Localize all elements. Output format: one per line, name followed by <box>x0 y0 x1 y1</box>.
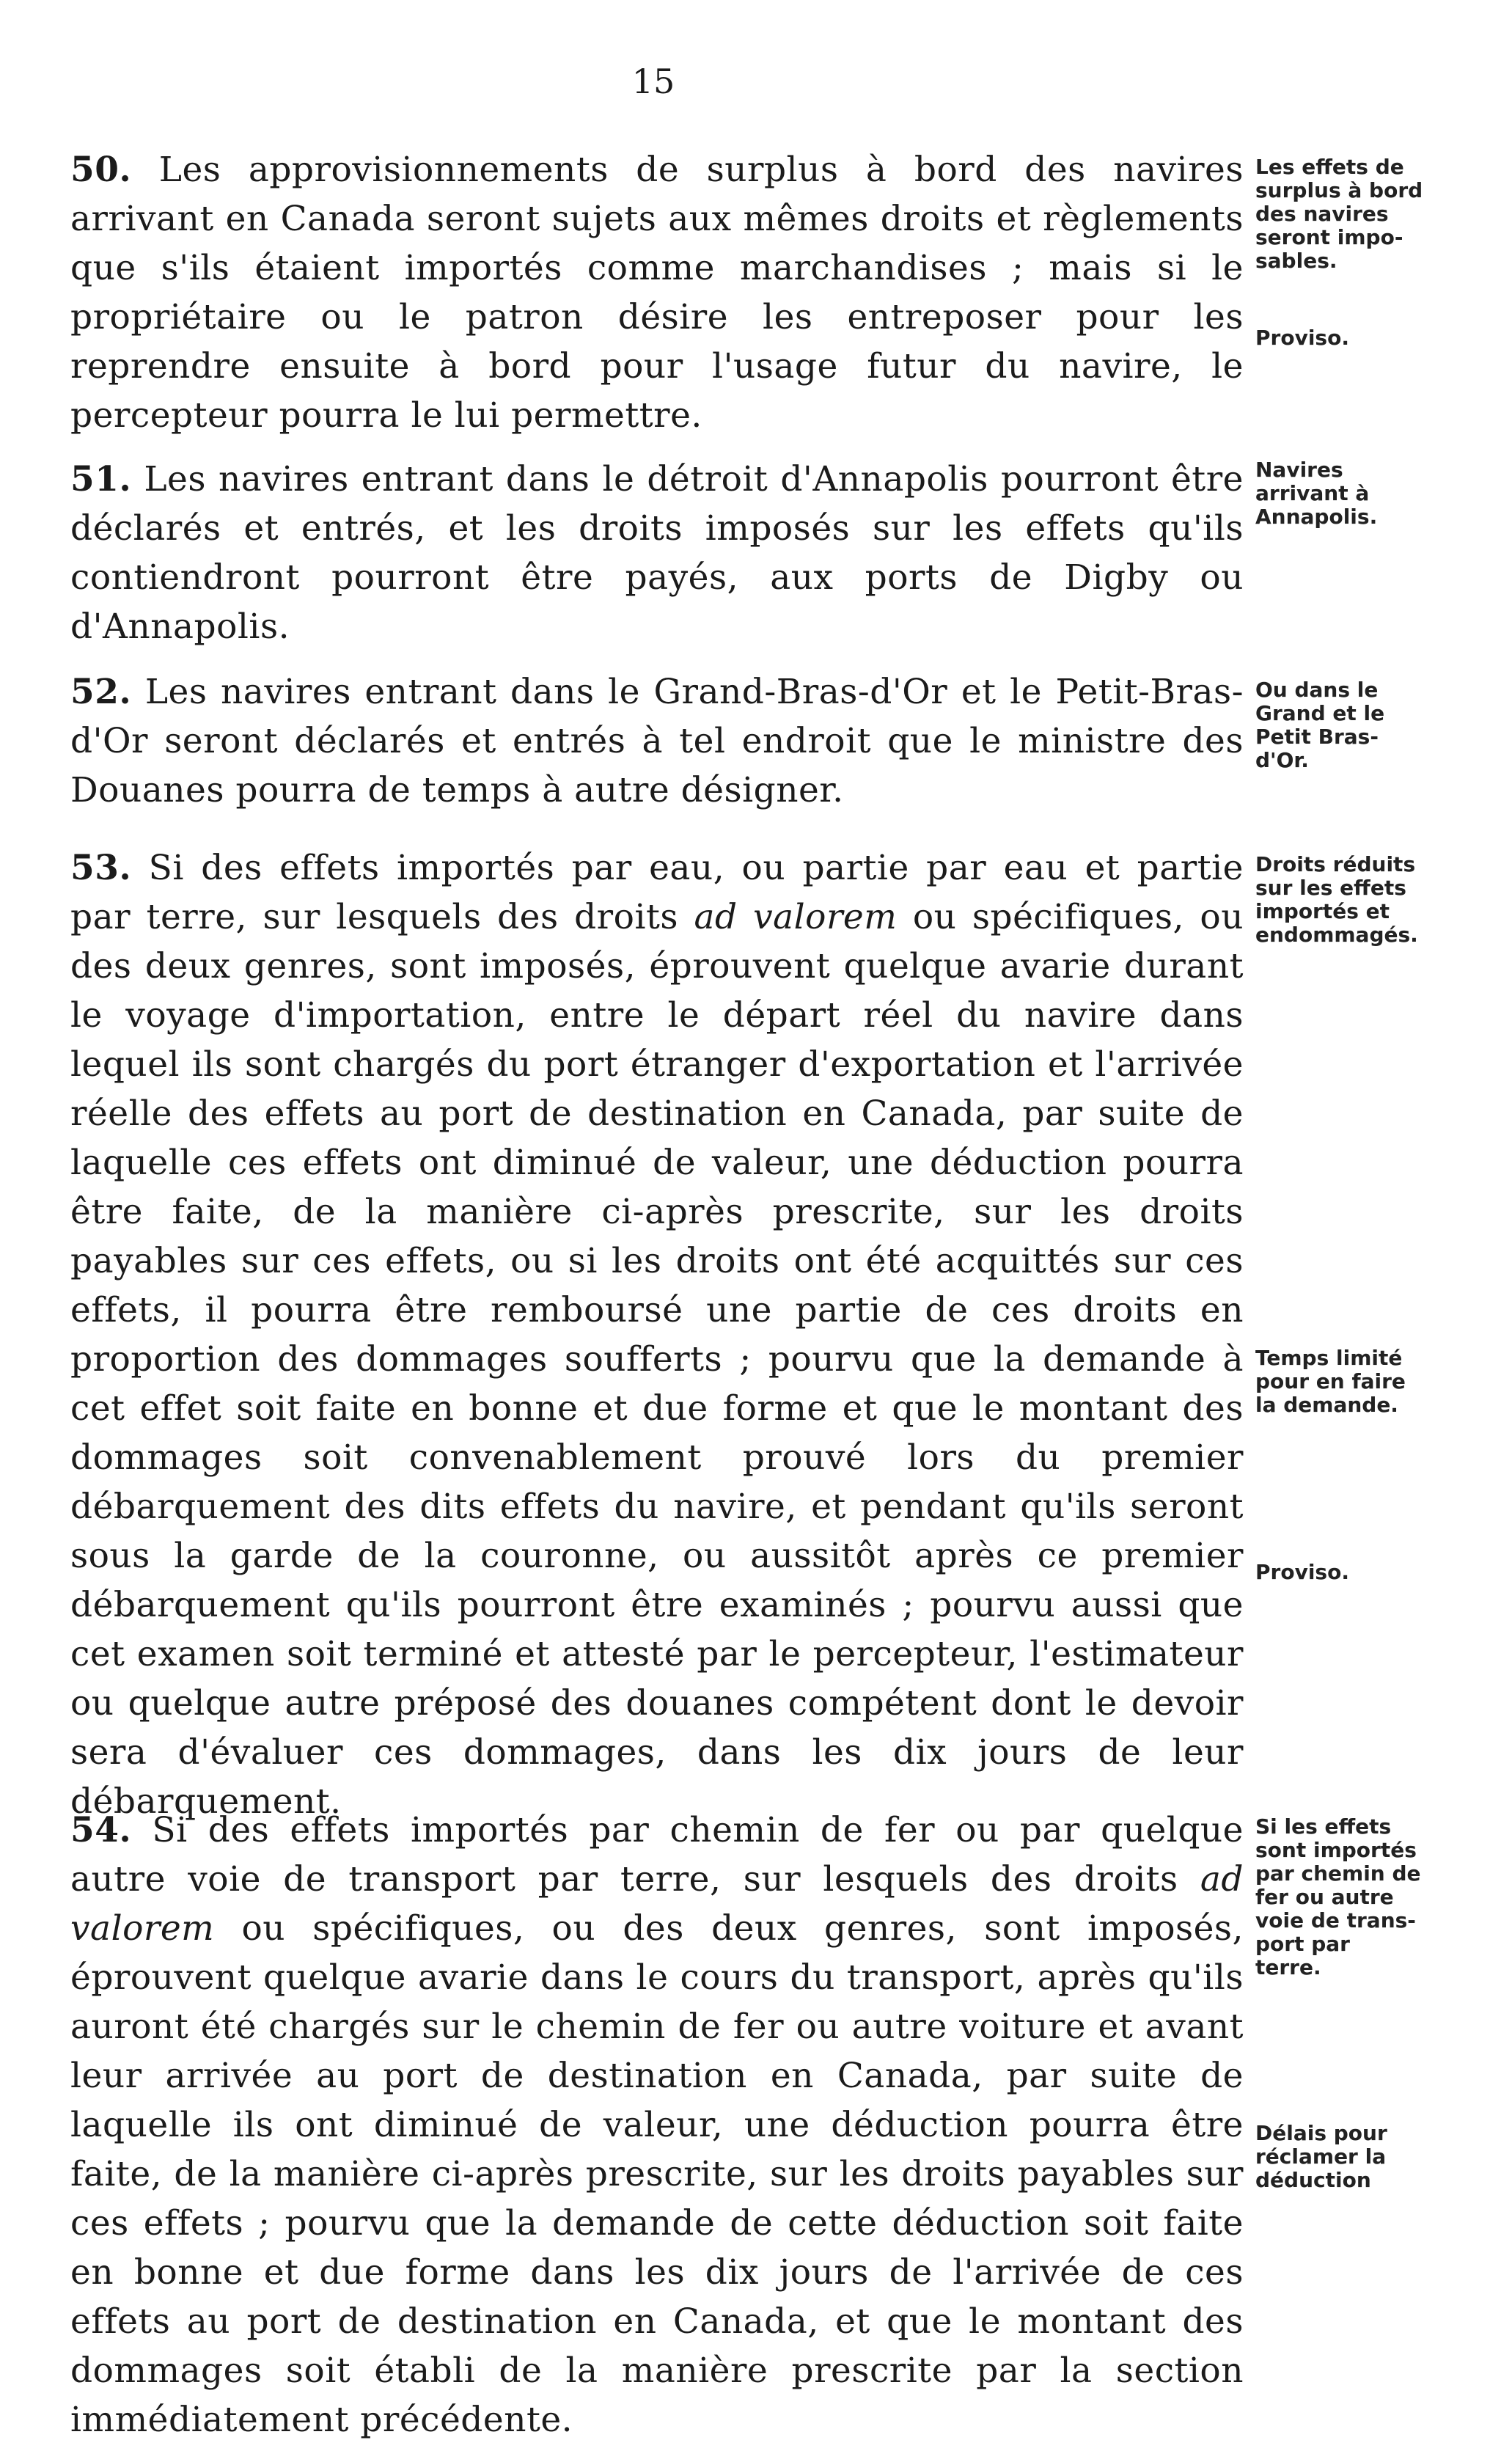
margin-note-line: importés et <box>1255 899 1390 923</box>
section-paragraph <box>70 843 1244 1826</box>
margin-note-line: terre. <box>1255 1955 1321 1979</box>
margin-note-line: Droits réduits <box>1255 852 1416 876</box>
margin-note-line: port par <box>1255 1932 1350 1956</box>
margin-note-line: fer ou autre <box>1255 1885 1394 1909</box>
margin-note-line: Les effets de <box>1255 155 1404 179</box>
margin-note-line: Si les effets <box>1255 1814 1392 1839</box>
section-text-italic: ad valorem <box>70 1859 1244 1949</box>
margin-note-line: endommagés. <box>1255 923 1418 947</box>
margin-note-line: sur les effets <box>1255 876 1406 900</box>
margin-note-surplus <box>1255 155 1475 273</box>
margin-note-line: Grand et le <box>1255 701 1385 725</box>
margin-note-chemin-de-fer <box>1255 1815 1475 1979</box>
margin-note-line: Délais pour <box>1255 2121 1387 2145</box>
margin-note-line: sont importés <box>1255 1838 1417 1862</box>
margin-note-line: Petit Bras- <box>1255 725 1379 749</box>
margin-note-line: Proviso. <box>1255 1560 1349 1584</box>
margin-note-temps-limite <box>1255 1347 1475 1417</box>
section-50 <box>70 145 1244 440</box>
margin-note-proviso-2 <box>1255 1561 1475 1584</box>
margin-note-droits-reduits <box>1255 853 1475 947</box>
section-number: 54. <box>70 1810 132 1850</box>
section-text-part: ou spécifiques, ou des deux genres, sont imposés, éprouvent quelque avarie durant le voyage d'importation, entre le départ réel du navire dans lequel ils sont chargés du port étranger d'exportation et l'arrivée réelle des effets au port de destination en Canada, par suite de laquelle ces effets ont diminué de valeur, une déduction pourra être faite, de la manière ci-après prescrite, sur les droits payables sur ces effets, ou si les droits ont été acquittés sur ces effets, il pourra être remboursé une partie de ces droits en proportion des dommages soufferts ; pourvu que la demande à cet effet soit faite en bonne et due forme et que le montant des dommages soit convenablement prouvé lors du premier débarquement des dits effets du navire, et pendant qu'ils seront sous la garde de la couronne, ou aussitôt après ce premier débarquement qu'ils pourront être examinés ; pourvu aussi que cet examen soit terminé et attesté par le percepteur, l'estimateur ou quelque autre préposé des douanes compétent dont le devoir sera d'évaluer ces dommages, dans les dix jours de leur débarquement. <box>70 897 1244 1822</box>
section-number: 51. <box>70 459 132 499</box>
section-paragraph <box>70 667 1244 815</box>
margin-note-line: par chemin de <box>1255 1861 1421 1886</box>
margin-note-annapolis <box>1255 458 1475 529</box>
section-number: 52. <box>70 672 132 712</box>
section-54 <box>70 1806 1244 2444</box>
section-text: Les navires entrant dans le détroit d'Annapolis pourront être déclarés et entrés, et les droits imposés sur les effets qu'ils contiendront pourront être payés, aux ports de Digby ou d'Annapolis. <box>70 459 1244 647</box>
section-text: Les approvisionnements de surplus à bord des navires arrivant en Canada seront sujets aux mêmes droits et règlements que s'ils étaient importés comme marchandises ; mais si le propriétaire ou le patron désire les entreposer pour les reprendre ensuite à bord pour l'usage futur du navire, le percepteur pourra le lui permettre. <box>70 150 1244 436</box>
margin-note-line: arrivant à <box>1255 481 1370 505</box>
margin-note-line: voie de trans- <box>1255 1908 1416 1932</box>
section-number: 53. <box>70 848 132 888</box>
margin-note-line: des navires <box>1255 202 1389 226</box>
section-text-italic: ad valorem <box>694 897 898 937</box>
section-text-part: Si des effets importés par chemin de fer ou par quelque autre voie de transport par terre, sur lesquels des droits <box>70 1810 1244 1899</box>
section-51 <box>70 455 1244 651</box>
margin-note-line: d'Or. <box>1255 748 1309 772</box>
section-53 <box>70 843 1244 1826</box>
margin-note-line: pour en faire <box>1255 1369 1406 1393</box>
margin-note-line: réclamer la <box>1255 2144 1387 2169</box>
margin-note-bras-dor <box>1255 678 1475 772</box>
section-52 <box>70 667 1244 815</box>
margin-note-line: Proviso. <box>1255 326 1349 350</box>
margin-note-line: seront impo- <box>1255 225 1403 249</box>
margin-note-delais <box>1255 2122 1475 2192</box>
section-number: 50. <box>70 150 132 190</box>
page-number: 15 <box>631 62 675 101</box>
section-text <box>70 848 1244 1822</box>
margin-note-line: surplus à bord <box>1255 178 1423 202</box>
margin-note-line: Navires <box>1255 458 1343 482</box>
margin-note-line: la demande. <box>1255 1393 1398 1417</box>
section-text-part: Si des effets importés par eau, ou partie par eau et partie par terre, sur lesquels des droits <box>70 848 1244 937</box>
margin-note-line: Ou dans le <box>1255 678 1379 702</box>
section-paragraph <box>70 145 1244 440</box>
section-paragraph <box>70 1806 1244 2444</box>
margin-note-line: sables. <box>1255 249 1337 273</box>
margin-note-line: Temps limité <box>1255 1346 1403 1370</box>
section-text <box>70 1810 1244 2440</box>
margin-note-line: déduction <box>1255 2168 1371 2192</box>
section-paragraph <box>70 455 1244 651</box>
margin-note-proviso-1 <box>1255 326 1475 350</box>
margin-note-line: Annapolis. <box>1255 505 1378 529</box>
section-text: Les navires entrant dans le Grand-Bras-d'Or et le Petit-Bras-d'Or seront déclarés et entrés à tel endroit que le ministre des Douanes pourra de temps à autre désigner. <box>70 672 1244 810</box>
section-text-part: ou spécifiques, ou des deux genres, sont imposés, éprouvent quelque avarie dans le cours du transport, après qu'ils auront été chargés sur le chemin de fer ou autre voiture et avant leur arrivée au port de destination en Canada, par suite de laquelle ils ont diminué de valeur, une déduction pourra être faite, de la manière ci-après prescrite, sur les droits payables sur ces effets ; pourvu que la demande de cette déduction soit faite en bonne et due forme dans les dix jours de l'arrivée de ces effets au port de destination en Canada, et que le montant des dommages soit établi de la manière prescrite par la section immédiatement précédente. <box>70 1908 1244 2440</box>
